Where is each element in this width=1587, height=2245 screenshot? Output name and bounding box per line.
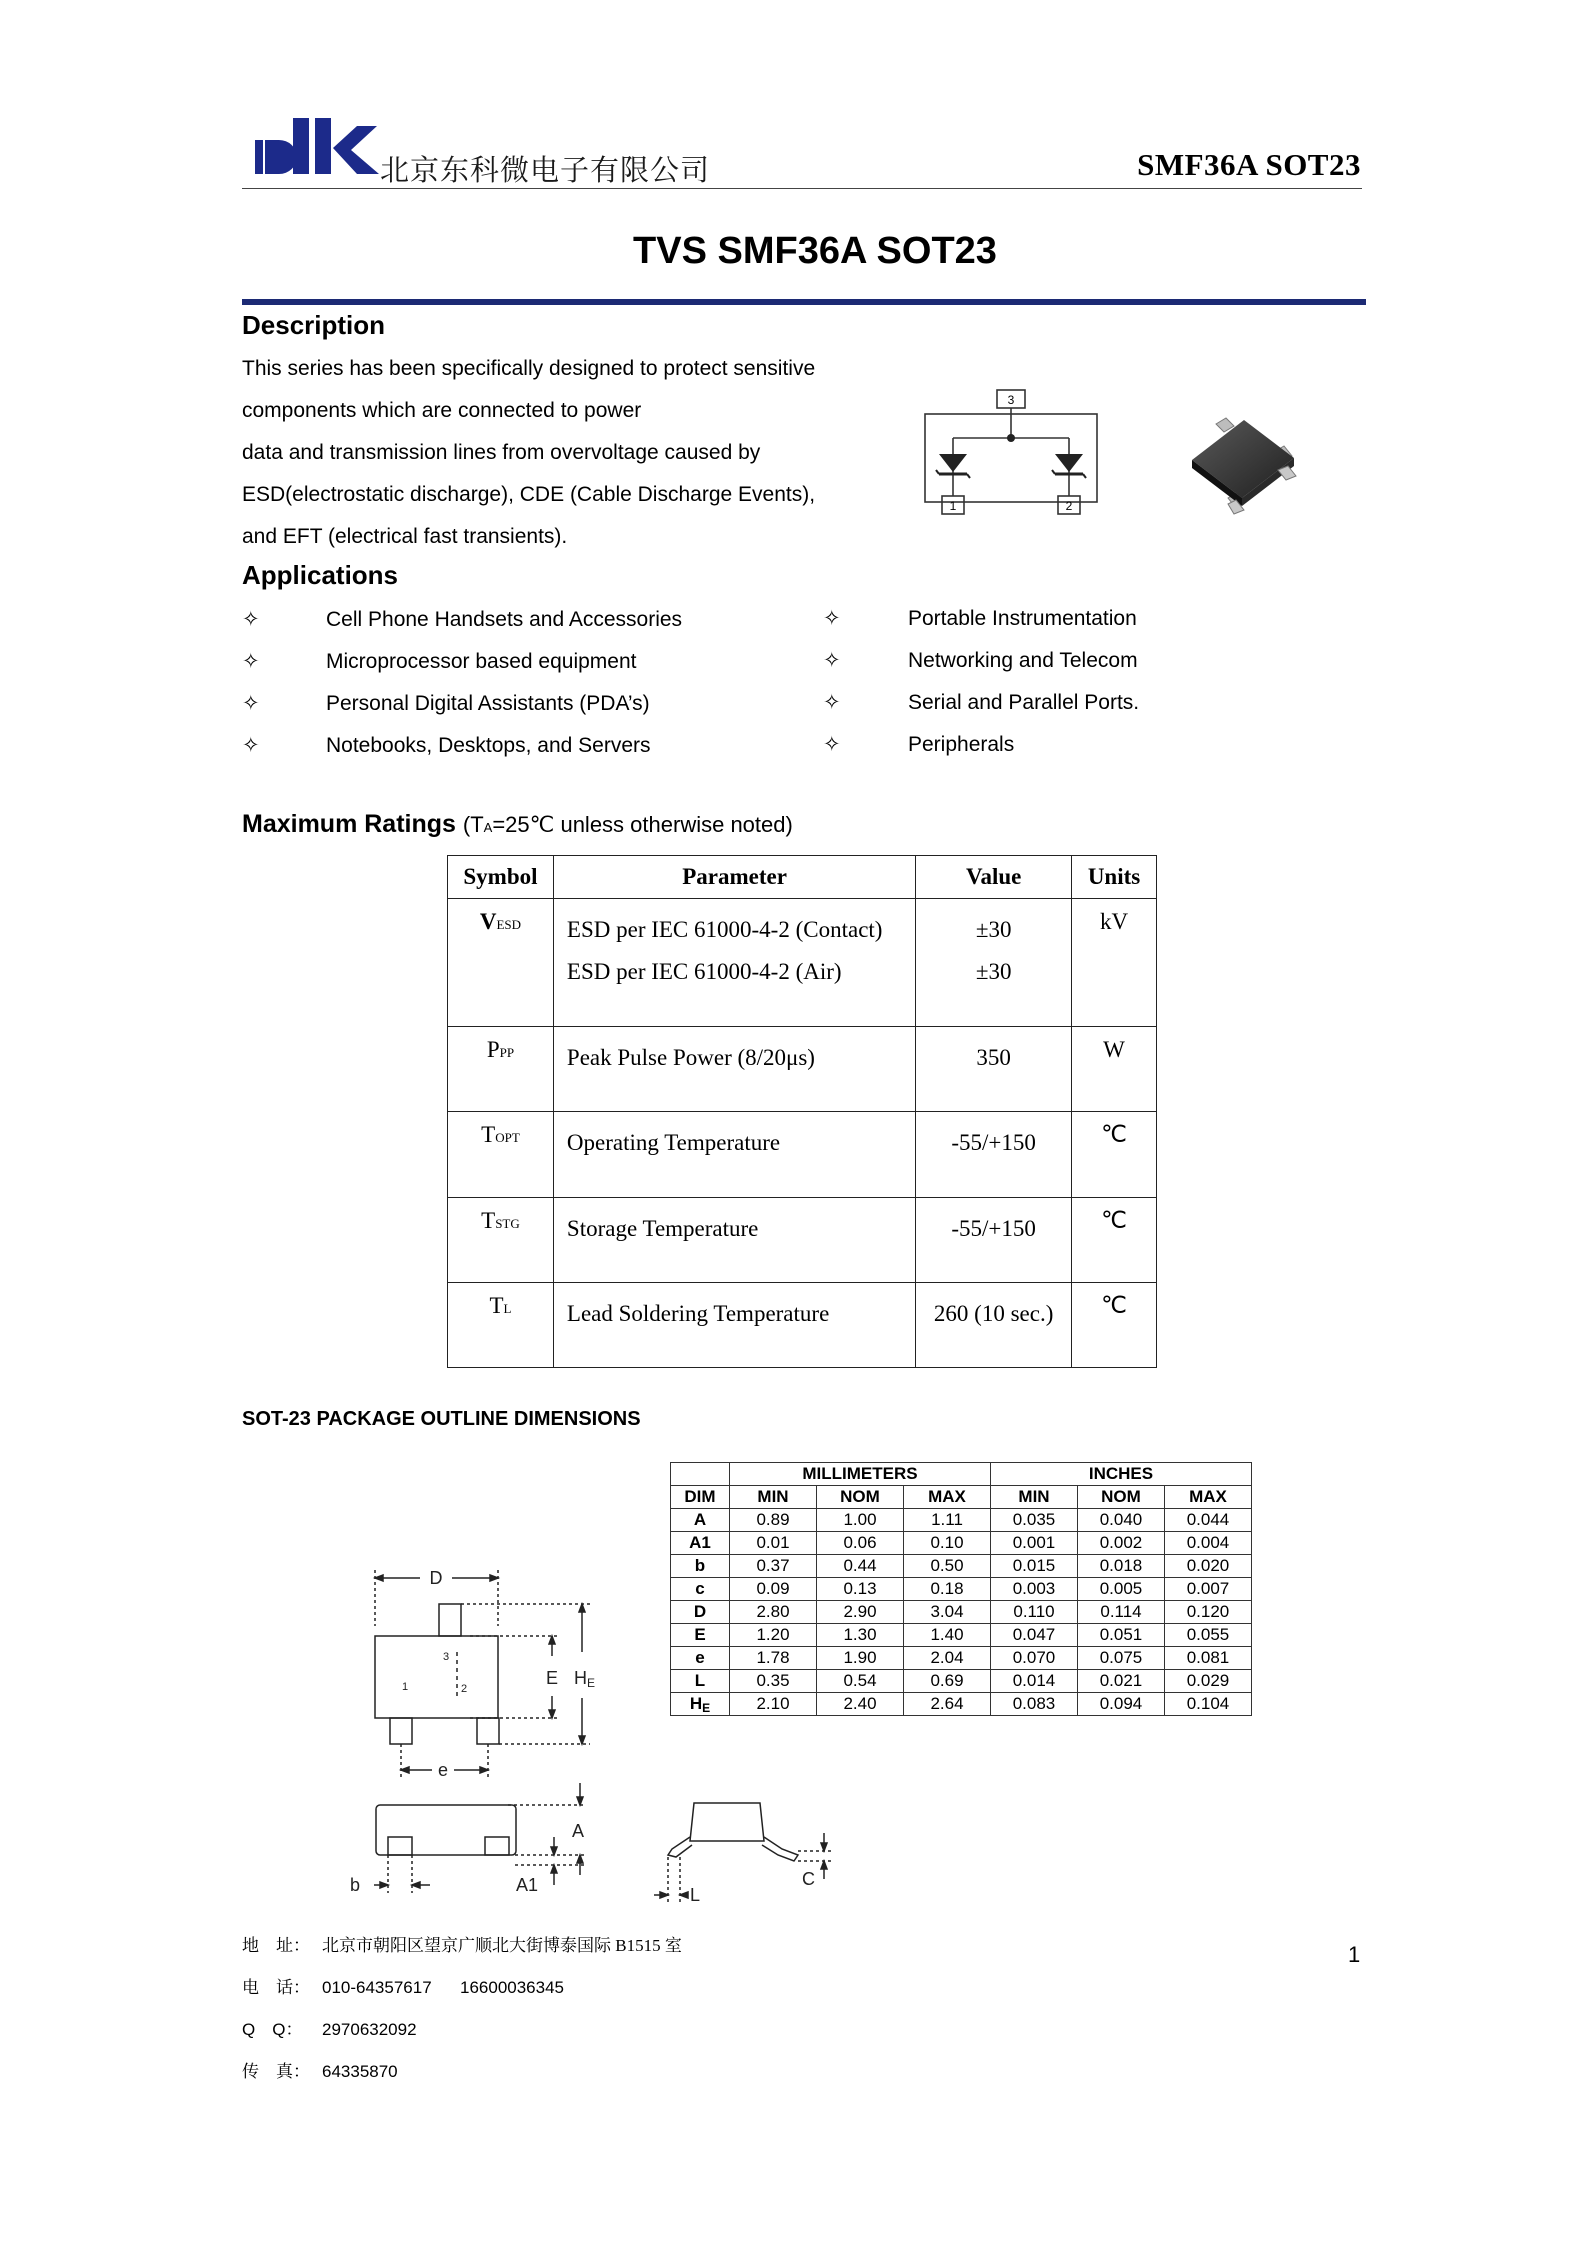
footer-qq [242, 2015, 417, 2040]
dim-name-cell: c [671, 1578, 730, 1601]
bullet-icon: ✧ [242, 608, 260, 631]
footer-phone [242, 1973, 564, 1998]
dim-name-cell: A1 [671, 1532, 730, 1555]
cond-text: (T [462, 812, 484, 837]
dim-value-cell: 1.00 [817, 1509, 904, 1532]
ratings-title: Maximum Ratings [242, 810, 456, 838]
footer-fax [242, 2057, 398, 2082]
package-end-view-drawing [652, 1795, 842, 1905]
application-item: Peripherals [908, 733, 1015, 756]
dim-value-cell: 0.005 [1078, 1578, 1165, 1601]
he-subscript: E [702, 1700, 711, 1715]
application-item: Microprocessor based equipment [326, 650, 637, 673]
dim-value-cell: 1.11 [904, 1509, 991, 1532]
value-cell [916, 1198, 1072, 1283]
dim-value-cell: 0.018 [1078, 1555, 1165, 1578]
dim-value-cell: 0.10 [904, 1532, 991, 1555]
col-header-dim: DIM [671, 1486, 730, 1509]
pin-label: 1 [949, 499, 957, 513]
bullet-icon: ✧ [823, 691, 841, 714]
qq-label: Q Q： [242, 2020, 303, 2039]
phone-label: 电 话： [242, 1978, 310, 1997]
dimensions-table [670, 1462, 1252, 1716]
dim-value-cell: 0.104 [1165, 1693, 1252, 1716]
table-row [448, 1198, 1157, 1283]
dim-value-cell: 0.54 [817, 1670, 904, 1693]
parameter-cell [553, 1283, 915, 1368]
dim-value-cell: 0.081 [1165, 1647, 1252, 1670]
dim-value-cell: 0.18 [904, 1578, 991, 1601]
title-divider [242, 299, 1366, 305]
unit-cell: kV [1072, 899, 1157, 1027]
table-row [448, 899, 1157, 1027]
table-row [448, 1283, 1157, 1368]
pin-label: 2 [1065, 499, 1073, 513]
symbol-subscript: PP [499, 1045, 515, 1060]
application-item: Personal Digital Assistants (PDA’s) [326, 692, 650, 715]
cond-subscript: A [483, 820, 493, 835]
value-cell [916, 899, 1072, 1027]
dim-value-cell: 0.029 [1165, 1670, 1252, 1693]
parameter-cell [553, 1112, 915, 1198]
dim-value-cell: 0.01 [730, 1532, 817, 1555]
dim-value-cell: 0.047 [991, 1624, 1078, 1647]
table-row [671, 1532, 1252, 1555]
col-header-max: MAX [1165, 1486, 1252, 1509]
col-header-parameter: Parameter [553, 856, 915, 899]
max-ratings-table [447, 855, 1157, 1368]
bullet-icon: ✧ [242, 692, 260, 715]
dim-value-cell: 0.051 [1078, 1624, 1165, 1647]
dim-value-cell: 0.004 [1165, 1532, 1252, 1555]
unit-cell: ℃ [1072, 1112, 1157, 1198]
value-cell [916, 1112, 1072, 1198]
value-cell [916, 1027, 1072, 1112]
dim-value-cell: 1.78 [730, 1647, 817, 1670]
group-header-inches: INCHES [991, 1463, 1252, 1486]
dim-value-cell: 1.20 [730, 1624, 817, 1647]
address-value: 北京市朝阳区望京广顺北大街博泰国际 B1515 室 [322, 1936, 682, 1955]
dim-value-cell: 2.64 [904, 1693, 991, 1716]
page-number: 1 [1348, 1942, 1361, 1967]
value: ±30 [975, 917, 1012, 942]
parameter-cell [553, 1198, 915, 1283]
symbol-cell [448, 1027, 554, 1112]
package-top-view-drawing [330, 1560, 610, 1780]
bullet-icon: ✧ [823, 733, 841, 756]
company-logo [255, 118, 385, 180]
col-header-symbol: Symbol [448, 856, 554, 899]
fax-label: 传 真： [242, 2062, 310, 2081]
symbol-subscript: OPT [495, 1130, 520, 1145]
dim-value-cell: 0.044 [1165, 1509, 1252, 1532]
dim-value-cell: 0.69 [904, 1670, 991, 1693]
value: 350 [976, 1045, 1011, 1070]
bullet-icon: ✧ [242, 650, 260, 673]
dim-value-cell: 0.09 [730, 1578, 817, 1601]
application-item: Networking and Telecom [908, 649, 1138, 672]
he-text: H [574, 1668, 587, 1688]
col-header-nom: NOM [1078, 1486, 1165, 1509]
group-header-mm: MILLIMETERS [730, 1463, 991, 1486]
table-row [448, 1027, 1157, 1112]
dim-label-l: L [690, 1885, 701, 1905]
dim-value-cell: 2.10 [730, 1693, 817, 1716]
dim-name-cell: HE [671, 1693, 730, 1716]
bullet-icon: ✧ [242, 734, 260, 757]
table-row [671, 1601, 1252, 1624]
dim-name-cell: E [671, 1624, 730, 1647]
table-row [671, 1624, 1252, 1647]
dim-value-cell: 0.021 [1078, 1670, 1165, 1693]
applications-heading: Applications [242, 560, 399, 590]
dim-value-cell: 1.40 [904, 1624, 991, 1647]
dim-value-cell: 2.40 [817, 1693, 904, 1716]
bullet-icon: ✧ [823, 649, 841, 672]
dim-value-cell: 0.001 [991, 1532, 1078, 1555]
pin-label: 3 [1007, 393, 1015, 407]
value: 260 (10 sec.) [933, 1301, 1054, 1326]
qq-value: 2970632092 [322, 2020, 417, 2039]
symbol-cell [448, 1198, 554, 1283]
unit-cell: ℃ [1072, 1198, 1157, 1283]
dim-value-cell: 1.30 [817, 1624, 904, 1647]
table-row [671, 1555, 1252, 1578]
dim-name-cell: A [671, 1509, 730, 1532]
table-row [671, 1509, 1252, 1532]
cond-text: =25℃ unless otherwise noted) [492, 812, 793, 837]
symbol-cell [448, 1283, 554, 1368]
dim-value-cell: 0.44 [817, 1555, 904, 1578]
dim-label-c: C [802, 1869, 815, 1889]
bullet-icon: ✧ [823, 607, 841, 630]
dim-value-cell: 2.90 [817, 1601, 904, 1624]
application-item: Cell Phone Handsets and Accessories [326, 608, 683, 631]
dim-value-cell: 0.007 [1165, 1578, 1252, 1601]
value: -55/+150 [951, 1130, 1036, 1155]
pin2-label: 2 [461, 1683, 468, 1695]
package-heading: SOT-23 PACKAGE OUTLINE DIMENSIONS [242, 1408, 641, 1430]
parameter-cell [553, 1027, 915, 1112]
symbol: P [486, 1037, 500, 1062]
table-row [671, 1647, 1252, 1670]
dim-value-cell: 0.120 [1165, 1601, 1252, 1624]
dim-value-cell: 0.015 [991, 1555, 1078, 1578]
application-item: Portable Instrumentation [908, 607, 1137, 630]
symbol-subscript: STG [495, 1216, 520, 1231]
symbol: V [479, 909, 497, 934]
table-row [671, 1578, 1252, 1601]
description-line: components which are connected to power [242, 399, 642, 422]
dim-value-cell: 0.035 [991, 1509, 1078, 1532]
table-header-row [448, 856, 1157, 899]
dim-value-cell: 0.014 [991, 1670, 1078, 1693]
table-row [671, 1670, 1252, 1693]
col-header-min: MIN [730, 1486, 817, 1509]
col-header-value: Value [916, 856, 1072, 899]
value: -55/+150 [951, 1216, 1036, 1241]
value: ±30 [975, 959, 1012, 984]
dim-name-cell: L [671, 1670, 730, 1693]
dim-label-d: D [429, 1568, 443, 1588]
parameter: ESD per IEC 61000-4-2 (Air) [566, 959, 842, 984]
dim-value-cell: 0.075 [1078, 1647, 1165, 1670]
application-item: Serial and Parallel Ports. [908, 691, 1140, 714]
col-header-max: MAX [904, 1486, 991, 1509]
group-header-row [671, 1463, 1252, 1486]
dim-value-cell: 0.50 [904, 1555, 991, 1578]
unit-cell: ℃ [1072, 1283, 1157, 1368]
value-cell [916, 1283, 1072, 1368]
column-header-row [671, 1486, 1252, 1509]
description-line: and EFT (electrical fast transients). [242, 525, 568, 548]
dim-value-cell: 0.094 [1078, 1693, 1165, 1716]
dim-label-a: A [572, 1821, 585, 1841]
parameter: Operating Temperature [566, 1130, 781, 1155]
pin1-label: 1 [402, 1681, 409, 1693]
symbol: T [481, 1208, 496, 1233]
dim-value-cell: 0.13 [817, 1578, 904, 1601]
tvs-schematic-diagram [918, 388, 1110, 520]
description-heading: Description [242, 310, 386, 340]
unit-cell: W [1072, 1027, 1157, 1112]
group-header-spacer [671, 1463, 730, 1486]
dim-value-cell: 1.90 [817, 1647, 904, 1670]
dim-value-cell: 2.80 [730, 1601, 817, 1624]
dim-value-cell: 0.06 [817, 1532, 904, 1555]
parameter: Peak Pulse Power (8/20μs) [566, 1045, 815, 1070]
address-label: 地 址： [242, 1936, 310, 1955]
symbol-cell [448, 1112, 554, 1198]
dim-value-cell: 0.37 [730, 1555, 817, 1578]
fax-value: 64335870 [322, 2062, 398, 2081]
parameter-cell [553, 899, 915, 1027]
symbol: T [489, 1293, 504, 1318]
dim-name-cell: D [671, 1601, 730, 1624]
document-title: TVS SMF36A SOT23 [633, 230, 997, 272]
table-row [671, 1693, 1252, 1716]
dim-label-b: b [350, 1875, 361, 1895]
header-part-code: SMF36A SOT23 [1137, 147, 1361, 182]
dim-value-cell: 0.070 [991, 1647, 1078, 1670]
description-line: ESD(electrostatic discharge), CDE (Cable Discharge Events), [242, 483, 816, 506]
dim-value-cell: 0.003 [991, 1578, 1078, 1601]
symbol-subscript: L [503, 1301, 512, 1316]
application-item: Notebooks, Desktops, and Servers [326, 734, 651, 757]
parameter: Storage Temperature [566, 1216, 759, 1241]
col-header-nom: NOM [817, 1486, 904, 1509]
symbol-subscript: ESD [496, 917, 522, 932]
symbol-cell [448, 899, 554, 1027]
company-name: 北京东科微电子有限公司 [380, 155, 711, 187]
footer-address [242, 1931, 682, 1956]
dim-value-cell: 0.110 [991, 1601, 1078, 1624]
dim-name-cell: e [671, 1647, 730, 1670]
dim-value-cell: 0.020 [1165, 1555, 1252, 1578]
ratings-condition [463, 812, 793, 837]
sot23-package-image [1188, 410, 1304, 520]
package-side-view-drawing [340, 1775, 610, 1895]
parameter: Lead Soldering Temperature [566, 1301, 830, 1326]
description-line: This series has been specifically designed to protect sensitive [242, 357, 816, 380]
dim-label-pitch: e [437, 1760, 449, 1780]
col-header-min: MIN [991, 1486, 1078, 1509]
dim-value-cell: 3.04 [904, 1601, 991, 1624]
dim-value-cell: 0.055 [1165, 1624, 1252, 1647]
dim-value-cell: 2.04 [904, 1647, 991, 1670]
dim-value-cell: 0.35 [730, 1670, 817, 1693]
dim-value-cell: 0.114 [1078, 1601, 1165, 1624]
pin3-label: 3 [443, 1651, 450, 1663]
description-line: data and transmission lines from overvoltage caused by [242, 441, 761, 464]
dim-name-cell: b [671, 1555, 730, 1578]
dim-label-a1: A1 [516, 1875, 539, 1895]
description-text [242, 348, 862, 558]
dim-label-he [574, 1668, 595, 1690]
dim-value-cell: 0.89 [730, 1509, 817, 1532]
dim-value-cell: 0.002 [1078, 1532, 1165, 1555]
parameter: ESD per IEC 61000-4-2 (Contact) [566, 917, 883, 942]
dim-label-e: E [546, 1668, 559, 1688]
symbol: T [481, 1122, 496, 1147]
ratings-heading [242, 810, 793, 839]
dim-value-cell: 0.040 [1078, 1509, 1165, 1532]
header-divider [242, 188, 1362, 189]
dim-value-cell: 0.083 [991, 1693, 1078, 1716]
table-row [448, 1112, 1157, 1198]
col-header-units: Units [1072, 856, 1157, 899]
phone-value: 010-64357617 16600036345 [322, 1978, 565, 1997]
he-subscript: E [587, 1676, 596, 1690]
